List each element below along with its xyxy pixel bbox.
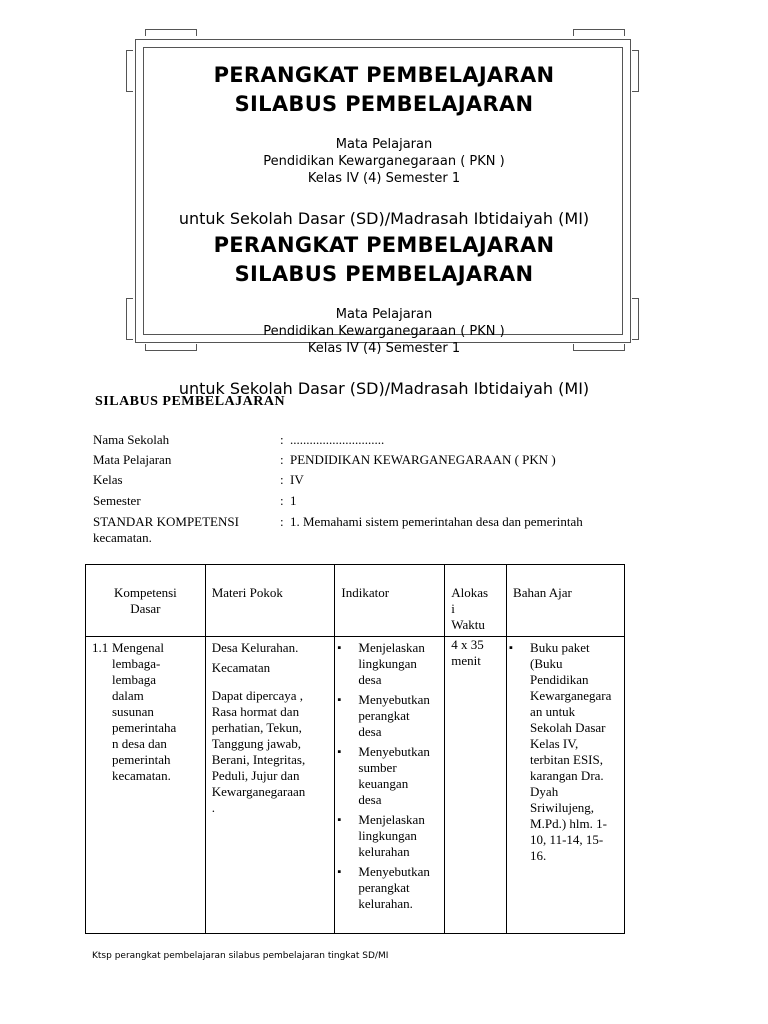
school-type-1: untuk Sekolah Dasar (SD)/Madrasah Ibtidaiyah (MI) [178, 209, 590, 228]
header-indikator-label: Indikator [341, 585, 390, 600]
list-item [337, 692, 442, 740]
indikator-list [337, 640, 442, 912]
school-type-2: untuk Sekolah Dasar (SD)/Madrasah Ibtidaiyah (MI) [178, 379, 590, 398]
bahan-line: Sekolah Dasar [530, 720, 606, 735]
subject-heading: Mata Pelajaran [335, 137, 433, 152]
info-label: Semester [93, 493, 141, 508]
bahan-line: ▪ Buku paket [530, 640, 590, 655]
header-bahan-label: Bahan Ajar [513, 585, 572, 600]
info-label: STANDAR KOMPETENSI [93, 514, 239, 529]
alokasi-line1: 4 x 35 [451, 637, 484, 652]
info-colon: : [280, 514, 284, 529]
indikator-line: ▪ Menyebutkan [358, 744, 430, 759]
info-colon: : [280, 472, 284, 487]
subject-heading: Mata Pelajaran [335, 307, 433, 322]
materi-line: Berani, Integritas, [211, 752, 306, 767]
materi-item: Desa Kelurahan. [211, 640, 299, 655]
list-item [337, 864, 442, 912]
cell-materi [205, 637, 335, 934]
header-materi [205, 565, 335, 637]
materi-line: Dapat dipercaya , [211, 688, 304, 703]
bahan-line: 16. [530, 848, 547, 863]
cell-kompetensi [86, 637, 206, 934]
materi-item: Kecamatan [211, 660, 271, 675]
corner-ornament [573, 29, 625, 36]
bahan-line: an untuk [530, 704, 576, 719]
subject-name: Pendidikan Kewarganegaraan ( PKN ) [263, 324, 505, 339]
class-semester: Kelas IV (4) Semester 1 [307, 171, 461, 186]
list-item [509, 640, 618, 864]
cell-bahan [507, 637, 625, 934]
bahan-line: Kewarganegara [530, 688, 612, 703]
kompetensi-line: lembaga- [112, 656, 161, 671]
indikator-line: lingkungan [358, 828, 417, 843]
kompetensi-line: pemerintah [112, 752, 171, 767]
class-semester: Kelas IV (4) Semester 1 [307, 341, 461, 356]
alokasi-line2: menit [451, 653, 481, 668]
cover-block-2 [90, 231, 678, 357]
materi-line: perhatian, Tekun, [211, 720, 302, 735]
standard-continuation: kecamatan. [93, 530, 152, 545]
materi-line: . [211, 800, 215, 815]
syllabus-title: SILABUS PEMBELAJARAN [95, 394, 286, 409]
indikator-line: perangkat [358, 880, 410, 895]
info-colon: : [280, 493, 284, 508]
indikator-line: sumber [358, 760, 397, 775]
indikator-line: desa [358, 724, 382, 739]
kompetensi-line: n desa dan [112, 736, 167, 751]
info-label: Kelas [93, 472, 123, 487]
cover-title-line2: SILABUS PEMBELAJARAN [234, 262, 534, 286]
cover-block-1 [90, 61, 678, 187]
subject-name: Pendidikan Kewarganegaraan ( PKN ) [263, 154, 505, 169]
bahan-line: Sriwilujeng, [530, 800, 594, 815]
header-materi-label: Materi Pokok [211, 585, 283, 600]
kompetensi-number: 1.1 [92, 640, 109, 655]
cell-alokasi [445, 637, 507, 934]
materi-line: Kewarganegaraan [211, 784, 306, 799]
table-header-row [86, 565, 625, 637]
list-item [337, 744, 442, 808]
list-item [337, 812, 442, 860]
info-value: PENDIDIKAN KEWARGANEGARAAN ( PKN ) [290, 452, 556, 467]
indikator-line: desa [358, 672, 382, 687]
bahan-line: (Buku [530, 656, 563, 671]
indikator-line: lingkungan [358, 656, 417, 671]
info-label: Mata Pelajaran [93, 452, 172, 467]
header-kompetensi [86, 565, 206, 637]
info-value: 1. Memahami sistem pemerintahan desa dan pemerintah [290, 514, 583, 529]
kompetensi-line: dalam [112, 688, 144, 703]
list-item [337, 640, 442, 688]
bahan-line: terbitan ESIS, [530, 752, 603, 767]
indikator-line: ▪ Menjelaskan [358, 640, 425, 655]
kompetensi-text [112, 640, 176, 784]
materi-line: Tanggung jawab, [211, 736, 302, 751]
bahan-line: Kelas IV, [530, 736, 579, 751]
header-alokasi [445, 565, 507, 637]
indikator-line: ▪ Menyebutkan [358, 692, 430, 707]
kompetensi-line: lembaga [112, 672, 157, 687]
header-bahan [507, 565, 625, 637]
materi-line: Peduli, Jujur dan [211, 768, 300, 783]
kompetensi-line: Mengenal [112, 640, 164, 655]
materi-line: Rasa hormat dan [211, 704, 300, 719]
info-value: IV [290, 472, 304, 487]
indikator-line: ▪ Menjelaskan [358, 812, 425, 827]
info-colon: : [280, 432, 284, 447]
cover-title-line2: SILABUS PEMBELAJARAN [234, 92, 534, 116]
header-alokasi-line3: Waktu [451, 617, 485, 632]
header-kompetensi-line2: Dasar [130, 601, 161, 616]
bahan-list [509, 640, 618, 864]
indikator-line: ▪ Menyebutkan [358, 864, 430, 879]
bahan-line: M.Pd.) hlm. 1- [530, 816, 607, 831]
syllabus-table [85, 564, 625, 934]
indikator-line: keuangan [358, 776, 409, 791]
kompetensi-line: pemerintaha [112, 720, 177, 735]
bahan-line: Pendidikan [530, 672, 589, 687]
info-label: Nama Sekolah [93, 432, 170, 447]
cell-indikator [335, 637, 445, 934]
kompetensi-line: susunan [112, 704, 154, 719]
indikator-line: kelurahan. [358, 896, 413, 911]
info-value: 1 [290, 493, 297, 508]
table-row [86, 637, 625, 934]
indikator-line: desa [358, 792, 382, 807]
footer-caption: Ktsp perangkat pembelajaran silabus pembelajaran tingkat SD/MI [92, 951, 389, 961]
cover-title-line1: PERANGKAT PEMBELAJARAN [213, 233, 555, 257]
header-indikator [335, 565, 445, 637]
header-kompetensi-line1: Kompetensi [113, 585, 177, 600]
info-colon: : [280, 452, 284, 467]
bahan-line: Dyah [530, 784, 559, 799]
info-value: ............................. [290, 432, 385, 447]
bahan-line: karangan Dra. [530, 768, 604, 783]
indikator-line: perangkat [358, 708, 410, 723]
bahan-line: 10, 11-14, 15- [530, 832, 604, 847]
kompetensi-line: kecamatan. [112, 768, 171, 783]
header-alokasi-line1: Alokas [451, 585, 489, 600]
cover-title-line1: PERANGKAT PEMBELAJARAN [213, 63, 555, 87]
header-alokasi-line2: i [451, 601, 455, 616]
corner-ornament [145, 29, 197, 36]
indikator-line: kelurahan [358, 844, 410, 859]
